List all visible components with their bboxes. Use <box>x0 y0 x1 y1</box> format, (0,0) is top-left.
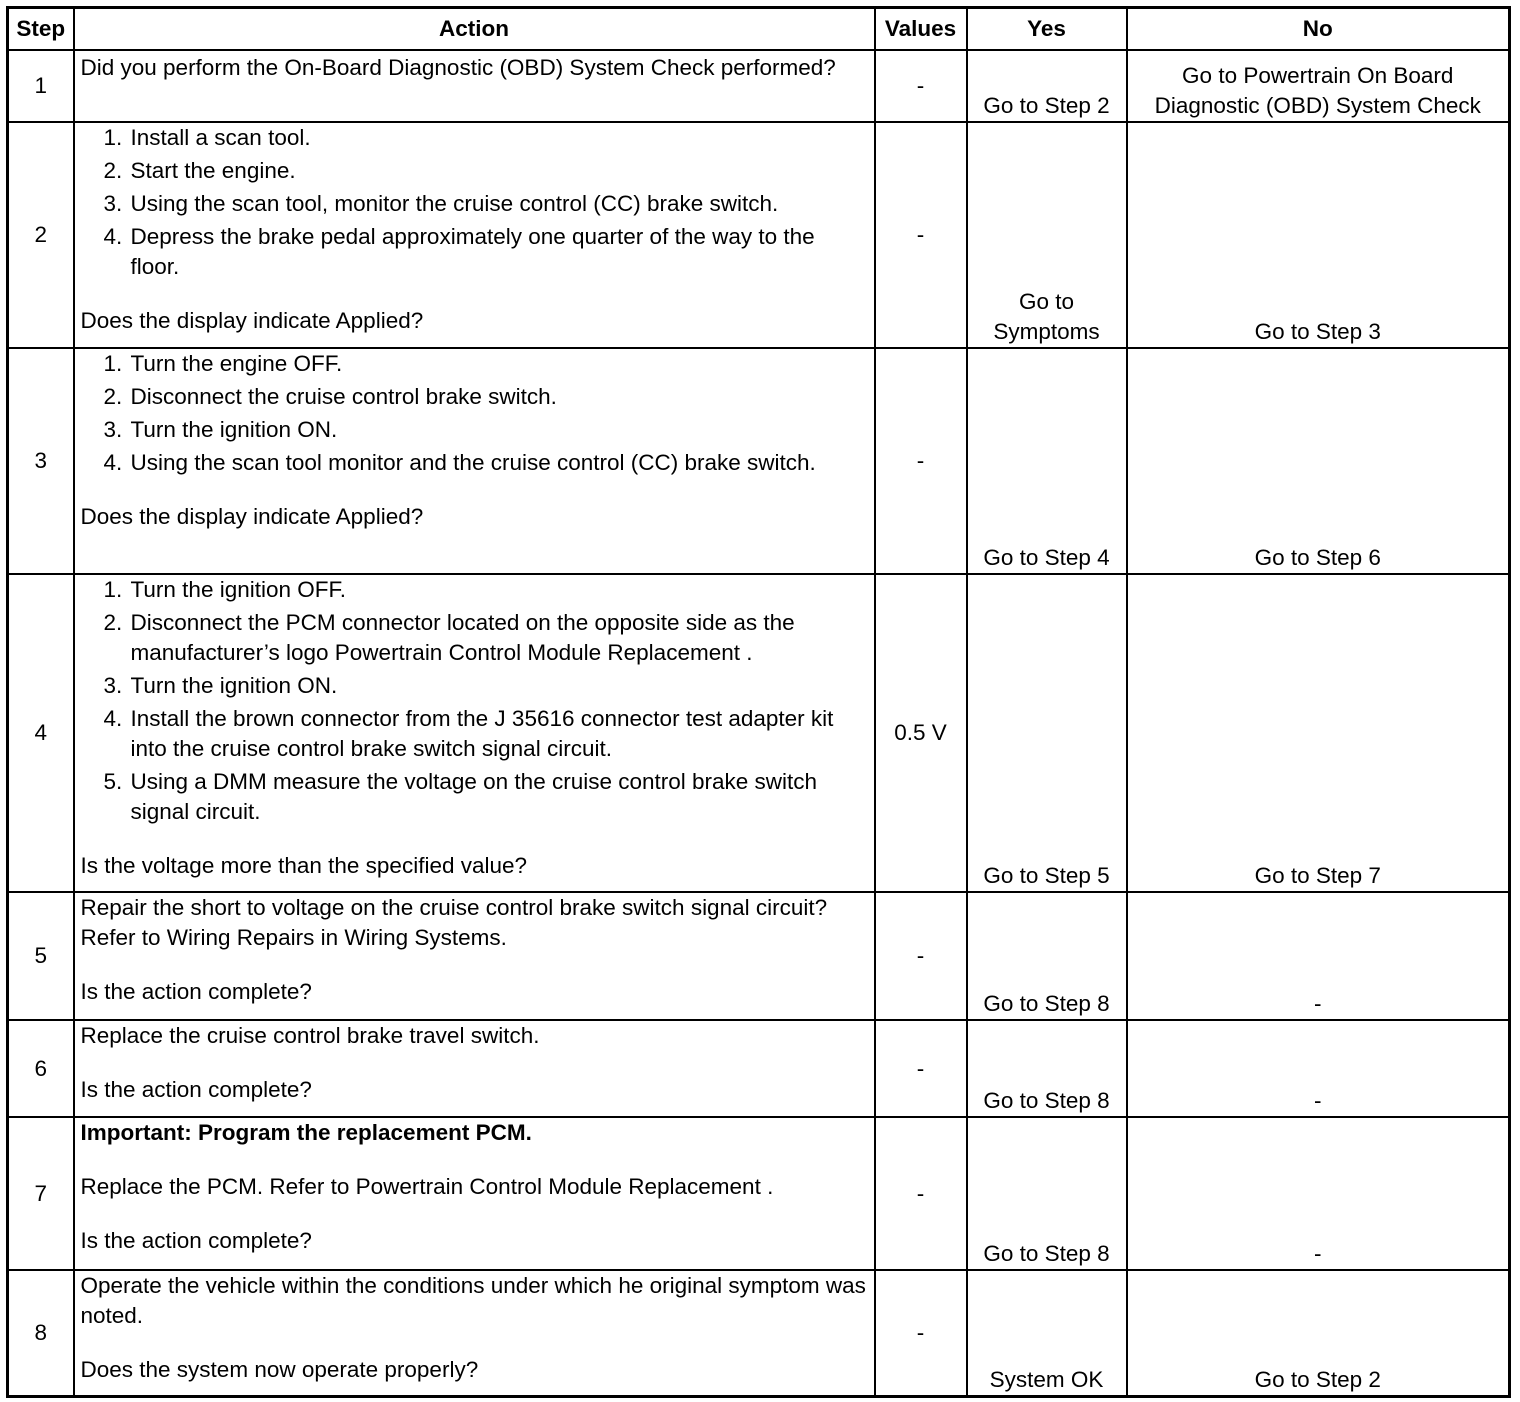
no-cell: Go to Step 3 <box>1127 122 1510 348</box>
yes-cell: Go to Step 5 <box>967 574 1127 892</box>
table-row <box>8 574 1510 892</box>
action-cell <box>74 50 875 122</box>
instruction-item: 4. Depress the brake pedal approximately one quarter of the way to the floor. <box>129 222 868 282</box>
yes-cell: Go to Step 4 <box>967 348 1127 574</box>
header-action: Action <box>74 8 875 51</box>
instruction-item: 4. Using the scan tool monitor and the cruise control (CC) brake switch. <box>129 448 868 478</box>
action-cell <box>74 1020 875 1117</box>
instruction-item: 1. Install a scan tool. <box>129 123 868 153</box>
question-text: Is the action complete? <box>80 1228 312 1253</box>
diagnostic-table <box>6 6 1511 1398</box>
no-cell: Go to Step 2 <box>1127 1270 1510 1396</box>
instruction-list <box>81 575 868 827</box>
instruction-item: 2. Disconnect the cruise control brake switch. <box>129 382 868 412</box>
action-cell <box>74 892 875 1020</box>
header-yes: Yes <box>967 8 1127 51</box>
table-row <box>8 892 1510 1020</box>
action-cell <box>74 1270 875 1396</box>
action-text: Did you perform the On-Board Diagnostic (OBD) System Check performed? <box>80 55 836 80</box>
yes-cell: Go to Step 8 <box>967 1117 1127 1270</box>
step-number: 5 <box>8 892 74 1020</box>
table-row <box>8 1270 1510 1396</box>
yes-cell: Go to Step 8 <box>967 1020 1127 1117</box>
instruction-item: 3. Turn the ignition ON. <box>129 415 868 445</box>
no-cell: - <box>1127 892 1510 1020</box>
table-row <box>8 50 1510 122</box>
no-cell: Go to Powertrain On Board Diagnostic (OBD) System Check <box>1127 50 1510 122</box>
instruction-item: 5. Using a DMM measure the voltage on the cruise control brake switch signal circuit. <box>129 767 868 827</box>
no-cell: - <box>1127 1117 1510 1270</box>
instruction-item: 1. Turn the ignition OFF. <box>129 575 868 605</box>
action-text: Operate the vehicle within the conditions under which he original symptom was noted. <box>80 1273 866 1328</box>
step-number: 1 <box>8 50 74 122</box>
yes-cell: System OK <box>967 1270 1127 1396</box>
question-text: Does the system now operate properly? <box>80 1357 479 1382</box>
action-cell <box>74 1117 875 1270</box>
yes-cell: Go to Symptoms <box>967 122 1127 348</box>
important-note: Important: Program the replacement PCM. <box>80 1120 532 1145</box>
value-cell: - <box>875 1117 967 1270</box>
step-number: 7 <box>8 1117 74 1270</box>
instruction-item: 4. Install the brown connector from the J 35616 connector test adapter kit into the cruise control brake switch signal circuit. <box>129 704 868 764</box>
action-cell <box>74 574 875 892</box>
step-number: 4 <box>8 574 74 892</box>
value-cell: - <box>875 1020 967 1117</box>
table-row <box>8 122 1510 348</box>
header-step: Step <box>8 8 74 51</box>
action-text: Replace the cruise control brake travel switch. <box>80 1023 540 1048</box>
value-cell: - <box>875 348 967 574</box>
step-number: 6 <box>8 1020 74 1117</box>
question-text: Is the voltage more than the specified value? <box>80 853 528 878</box>
value-cell: - <box>875 892 967 1020</box>
table-row <box>8 348 1510 574</box>
question-text: Is the action complete? <box>80 1077 312 1102</box>
instruction-item: 3. Using the scan tool, monitor the cruise control (CC) brake switch. <box>129 189 868 219</box>
instruction-item: 2. Disconnect the PCM connector located on the opposite side as the manufacturer’s logo Powertrain Control Module Replacement . <box>129 608 868 668</box>
action-text: Replace the PCM. Refer to Powertrain Control Module Replacement . <box>80 1174 774 1199</box>
table-row <box>8 1020 1510 1117</box>
step-number: 2 <box>8 122 74 348</box>
instruction-list <box>81 349 868 478</box>
step-number: 8 <box>8 1270 74 1396</box>
question-text: Does the display indicate Applied? <box>80 308 424 333</box>
value-cell: - <box>875 1270 967 1396</box>
header-values: Values <box>875 8 967 51</box>
no-cell: - <box>1127 1020 1510 1117</box>
instruction-list <box>81 123 868 282</box>
value-cell: 0.5 V <box>875 574 967 892</box>
instruction-item: 3. Turn the ignition ON. <box>129 671 868 701</box>
instruction-item: 2. Start the engine. <box>129 156 868 186</box>
step-number: 3 <box>8 348 74 574</box>
action-text: Repair the short to voltage on the cruise control brake switch signal circuit? Refer to Wiring Repairs in Wiring Systems. <box>80 895 828 950</box>
table-header-row <box>8 8 1510 51</box>
yes-cell: Go to Step 8 <box>967 892 1127 1020</box>
table-row <box>8 1117 1510 1270</box>
yes-cell: Go to Step 2 <box>967 50 1127 122</box>
header-no: No <box>1127 8 1510 51</box>
no-cell: Go to Step 6 <box>1127 348 1510 574</box>
action-cell <box>74 122 875 348</box>
question-text: Does the display indicate Applied? <box>80 504 424 529</box>
instruction-item: 1. Turn the engine OFF. <box>129 349 868 379</box>
value-cell: - <box>875 122 967 348</box>
question-text: Is the action complete? <box>80 979 312 1004</box>
value-cell: - <box>875 50 967 122</box>
no-cell: Go to Step 7 <box>1127 574 1510 892</box>
action-cell <box>74 348 875 574</box>
